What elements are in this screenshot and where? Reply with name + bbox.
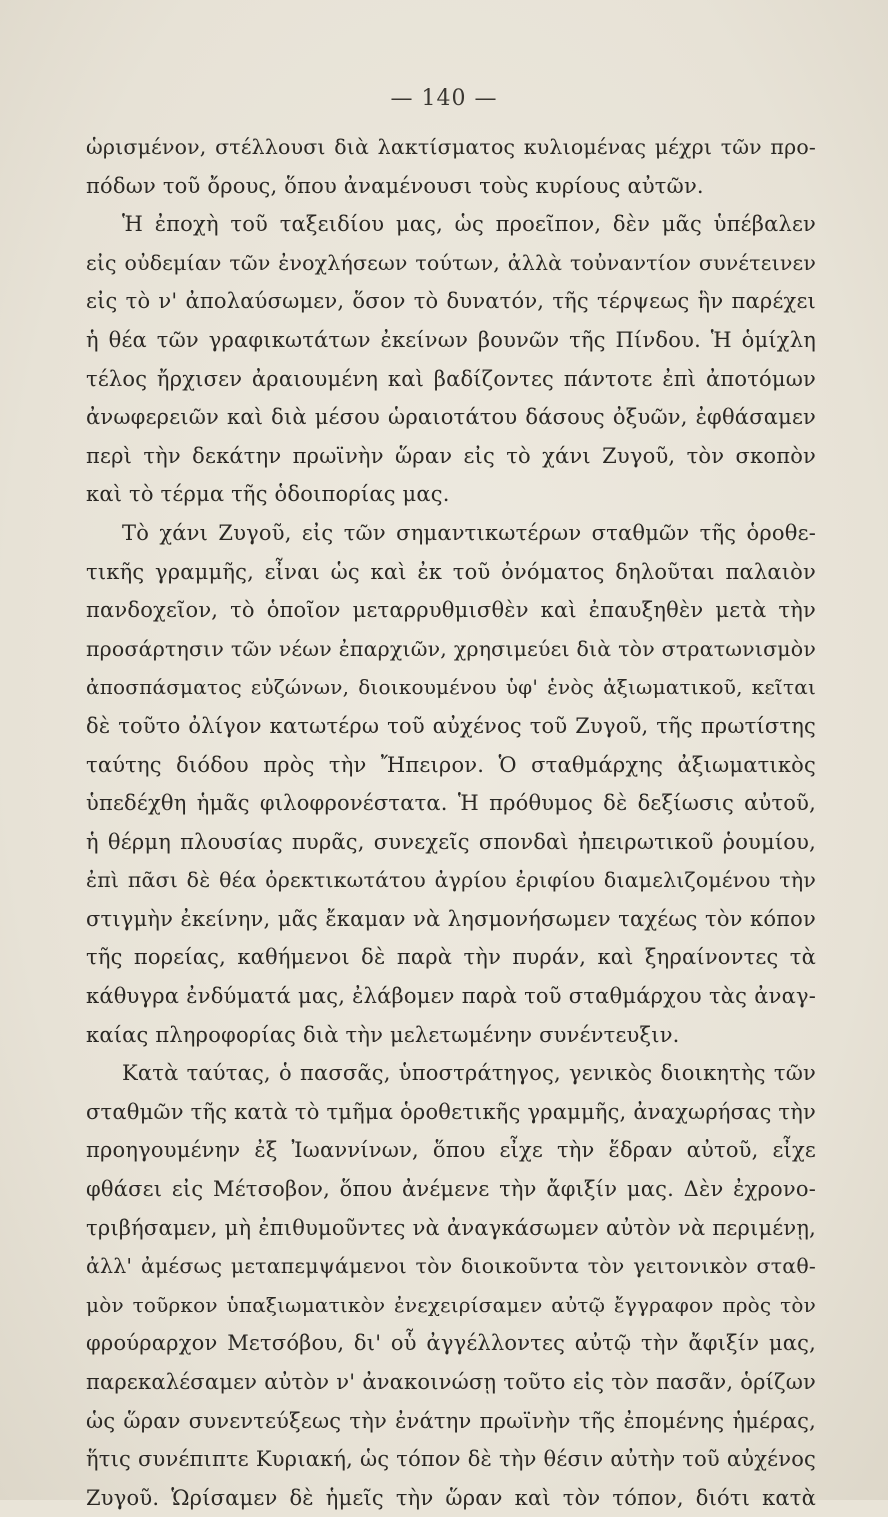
text-line: πόδων τοῦ ὄρους, ὅπου ἀναμένουσι τοὺς κυρίους αὐτῶν. (86, 173, 704, 198)
text-line: προηγουμένην ἐξ Ἰωαννίνων, ὅπου εἶχε τὴν ἕδραν αὐτοῦ, εἶχε (86, 1138, 816, 1163)
text-line: ἥτις συνέπιπτε Κυριακή, ὡς τόπον δὲ τὴν θέσιν αὐτὴν τοῦ αὐχένος (86, 1447, 816, 1472)
text-line: περὶ τὴν δεκάτην πρωϊνὴν ὥραν εἰς τὸ χάνι Ζυγοῦ, τὸν σκοπὸν (86, 443, 816, 468)
text-line: Ἡ ἐποχὴ τοῦ ταξειδίου μας, ὡς προεῖπον, δὲν μᾶς ὑπέβαλεν (122, 212, 816, 237)
text-line: τικῆς γραμμῆς, εἶναι ὡς καὶ ἐκ τοῦ ὀνόματος δηλοῦται παλαιὸν (86, 559, 816, 584)
text-line: παρεκαλέσαμεν αὐτὸν ν' ἀνακοινώσῃ τοῦτο εἰς τὸν πασᾶν, ὁρίζων (86, 1370, 816, 1394)
text-line: δὲ τοῦτο ὀλίγον κατωτέρω τοῦ αὐχένος τοῦ Ζυγοῦ, τῆς πρωτίστης (86, 713, 816, 738)
text-line: προσάρτησιν τῶν νέων ἐπαρχιῶν, χρησιμεύει διὰ τὸν στρατωνισμὸν (86, 636, 816, 661)
text-line: ἐπὶ πᾶσι δὲ θέα ὀρεκτικωτάτου ἀγρίου ἐριφίου διαμελιζομένου τὴν (86, 868, 816, 893)
text-line: ὡς ὥραν συνεντεύξεως τὴν ἐνάτην πρωϊνὴν τῆς ἐπομένης ἡμέρας, (86, 1408, 816, 1433)
body-text (86, 128, 816, 1517)
text-line: στιγμὴν ἐκείνην, μᾶς ἔκαμαν νὰ λησμονήσωμεν ταχέως τὸν κόπον (86, 906, 816, 931)
text-line: τῆς πορείας, καθήμενοι δὲ παρὰ τὴν πυράν, καὶ ξηραίνοντες τὰ (86, 945, 816, 970)
text-line: σταθμῶν τῆς κατὰ τὸ τμῆμα ὁροθετικῆς γραμμῆς, ἀναχωρήσας τὴν (86, 1099, 816, 1124)
text-line: εἰς οὐδεμίαν τῶν ἐνοχλήσεων τούτων, ἀλλὰ τοὐναντίον συνέτεινεν (86, 250, 816, 275)
text-line: ὑπεδέχθη ἡμᾶς φιλοφρονέστατα. Ἡ πρόθυμος δὲ δεξίωσις αὐτοῦ, (86, 791, 816, 816)
text-line: ἡ θέρμη πλουσίας πυρᾶς, συνεχεῖς σπονδαὶ ἠπειρωτικοῦ ῥουμίου, (86, 829, 816, 854)
text-line: εἰς τὸ ν' ἀπολαύσωμεν, ὅσον τὸ δυνατόν, τῆς τέρψεως ἣν παρέχει (86, 289, 816, 314)
text-line: ταύτης διόδου πρὸς τὴν Ἤπειρον. Ὁ σταθμάρχης ἀξιωματικὸς (86, 752, 816, 777)
text-line: Ζυγοῦ. Ὡρίσαμεν δὲ ἡμεῖς τὴν ὥραν καὶ τὸν τόπον, διότι κατὰ (86, 1485, 816, 1510)
text-line: τριβήσαμεν, μὴ ἐπιθυμοῦντες νὰ ἀναγκάσωμεν αὐτὸν νὰ περιμένῃ, (86, 1215, 816, 1240)
text-line: μὸν τοῦρκον ὑπαξιωματικὸν ἐνεχειρίσαμεν αὐτῷ ἔγγραφον πρὸς τὸν (86, 1292, 816, 1317)
text-line: κάθυγρα ἐνδύματά μας, ἐλάβομεν παρὰ τοῦ σταθμάρχου τὰς ἀναγ- (86, 984, 816, 1009)
text-line: φρούραρχον Μετσόβου, δι' οὗ ἀγγέλλοντες αὐτῷ τὴν ἄφιξίν μας, (86, 1331, 816, 1356)
text-line: ἀποσπάσματος εὐζώνων, διοικουμένου ὑφ' ἑνὸς ἀξιωματικοῦ, κεῖται (86, 675, 816, 700)
text-line: ἡ θέα τῶν γραφικωτάτων ἐκείνων βουνῶν τῆς Πίνδου. Ἡ ὁμίχλη (86, 327, 816, 352)
text-line: καὶ τὸ τέρμα τῆς ὁδοιπορίας μας. (86, 482, 450, 507)
text-line: ἀνωφερειῶν καὶ διὰ μέσου ὡραιοτάτου δάσους ὀξυῶν, ἐφθάσαμεν (86, 405, 816, 430)
text-line: Κατὰ ταύτας, ὁ πασσᾶς, ὑποστράτηγος, γενικὸς διοικητὴς τῶν (122, 1061, 816, 1086)
text-line: καίας πληροφορίας διὰ τὴν μελετωμένην συνέντευξιν. (86, 1022, 680, 1047)
page-number: — 140 — (390, 86, 498, 111)
text-line: Τὸ χάνι Ζυγοῦ, εἰς τῶν σημαντικωτέρων σταθμῶν τῆς ὁροθε- (122, 520, 816, 545)
text-line: πανδοχεῖον, τὸ ὁποῖον μεταρρυθμισθὲν καὶ ἐπαυξηθὲν μετὰ τὴν (86, 598, 816, 623)
text-line: ἀλλ' ἀμέσως μεταπεμψάμενοι τὸν διοικοῦντα τὸν γειτονικὸν σταθ- (86, 1254, 816, 1279)
text-line: φθάσει εἰς Μέτσοβον, ὅπου ἀνέμενε τὴν ἄφιξίν μας. Δὲν ἐχρονο- (86, 1177, 816, 1202)
text-line: ὡρισμένον, στέλλουσι διὰ λακτίσματος κυλιομένας μέχρι τῶν προ- (86, 135, 816, 159)
text-line: τέλος ἤρχισεν ἀραιουμένη καὶ βαδίζοντες πάντοτε ἐπὶ ἀποτόμων (86, 366, 816, 391)
